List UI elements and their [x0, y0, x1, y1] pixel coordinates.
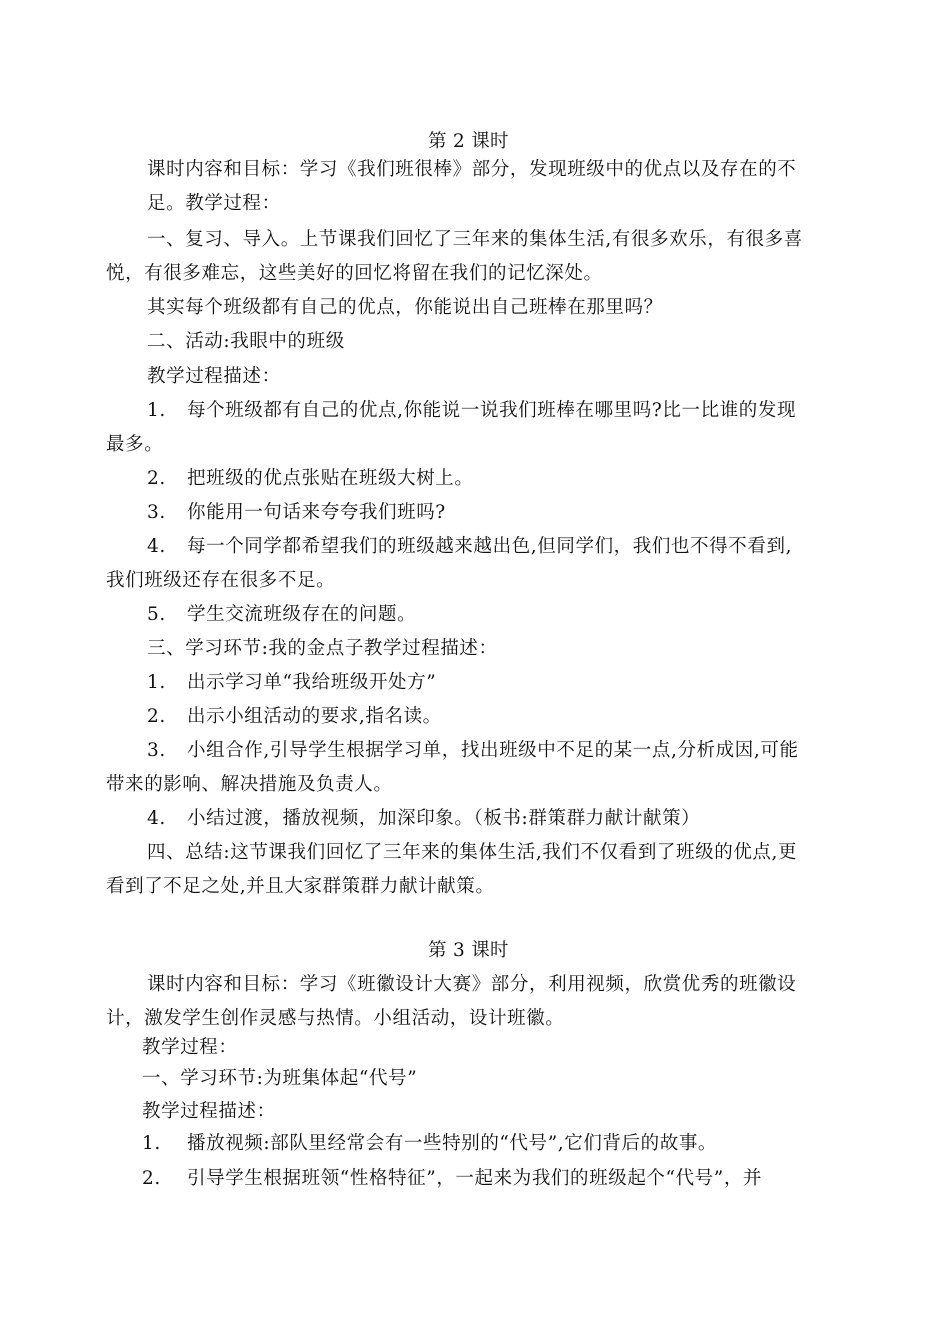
lesson3-goal-line1: 课时内容和目标：学习《班徽设计大赛》部分，利用视频，欣赏优秀的班徽设: [147, 974, 797, 995]
list-item-text: 学生交流班级存在的问题。: [187, 604, 417, 625]
list-item-number: 4.: [147, 536, 166, 557]
lesson2-process-label: 教学过程描述：: [147, 366, 281, 387]
lesson2-section2-heading: 二、活动:我眼中的班级: [147, 331, 345, 352]
lesson2-intro-line2: 悦，有很多难忘，这些美好的回忆将留在我们的记忆深处。: [106, 263, 603, 284]
list-item-number: 3.: [147, 502, 166, 523]
list-item-text: 每个班级都有自己的优点,你能说一说我们班棒在哪里吗?比一比谁的发现: [187, 400, 797, 421]
lesson3-title: 第 3 课时: [428, 940, 509, 961]
list-item-continuation: 带来的影响、解决措施及负责人。: [106, 774, 393, 795]
lesson2-question: 其实每个班级都有自己的优点，你能说出自己班棒在那里吗？: [147, 297, 663, 318]
lesson3-process-label: 教学过程：: [142, 1037, 238, 1058]
list-item-text: 每一个同学都希望我们的班级越来越出色,但同学们，我们也不得不看到,: [187, 536, 793, 557]
list-item-text: 出示小组活动的要求,指名读。: [187, 706, 442, 727]
list-item-continuation: 最多。: [106, 434, 164, 455]
list-item-text: 小组合作,引导学生根据学习单，找出班级中不足的某一点,分析成因,可能: [187, 740, 799, 761]
lesson3-section1-heading: 一、学习环节:为班集体起“代号”: [142, 1068, 418, 1089]
list-item-number: 3.: [147, 740, 166, 761]
list-item-number: 5.: [147, 604, 166, 625]
list-item-text: 出示学习单“我给班级开处方”: [187, 672, 437, 693]
list-item-number: 2.: [142, 1168, 161, 1189]
list-item-number: 1.: [142, 1133, 161, 1154]
lesson3-goal-line2: 计，激发学生创作灵感与热情。小组活动，设计班徽。: [106, 1008, 565, 1029]
list-item-text: 把班级的优点张贴在班级大树上。: [187, 468, 474, 489]
list-item-number: 1.: [147, 400, 166, 421]
list-item-number: 4.: [147, 808, 166, 829]
lesson2-summary-line2: 看到了不足之处,并且大家群策群力献计献策。: [106, 876, 495, 897]
lesson2-summary-line1: 四、总结:这节课我们回忆了三年来的集体生活,我们不仅看到了班级的优点,更: [147, 842, 798, 863]
lesson2-goal-line2: 足。教学过程：: [147, 193, 281, 214]
lesson2-goal-line1: 课时内容和目标：学习《我们班很棒》部分，发现班级中的优点以及存在的不: [147, 159, 797, 180]
list-item-number: 1.: [147, 672, 166, 693]
lesson2-title: 第 2 课时: [428, 131, 509, 152]
lesson2-intro-line1: 一、复习、导入。上节课我们回忆了三年来的集体生活,有很多欢乐，有很多喜: [147, 229, 803, 250]
lesson3-description-label: 教学过程描述：: [142, 1101, 276, 1122]
list-item-text: 你能用一句话来夸夸我们班吗?: [187, 502, 446, 523]
list-item-text: 引导学生根据班领“性格特征”，一起来为我们的班级起个“代号”，并: [187, 1168, 763, 1189]
lesson2-section3-heading: 三、学习环节:我的金点子教学过程描述：: [147, 638, 498, 659]
list-item-text: 小结过渡，播放视频，加深印象。（板书:群策群力献计献策）: [187, 808, 701, 829]
list-item-number: 2.: [147, 706, 166, 727]
list-item-number: 2.: [147, 468, 166, 489]
list-item-continuation: 我们班级还存在很多不足。: [106, 570, 336, 591]
list-item-text: 播放视频:部队里经常会有一些特别的“代号”,它们背后的故事。: [187, 1133, 718, 1154]
